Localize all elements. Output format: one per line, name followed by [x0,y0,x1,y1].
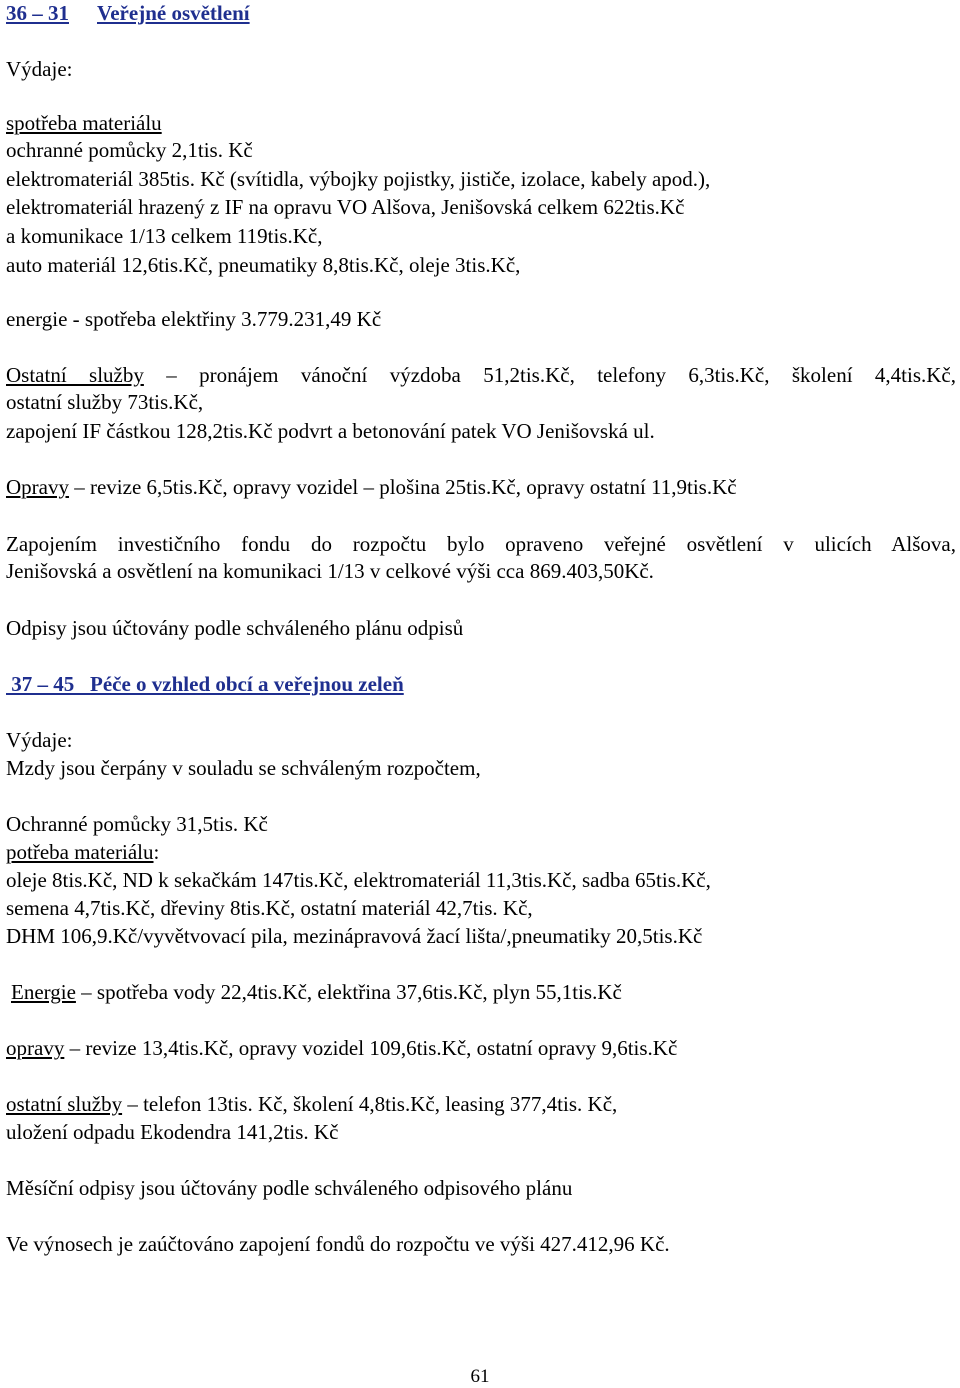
fund-paragraph: Zapojením investičního fondu do rozpočtu bylo opraveno veřejné osvětlení v ulicích Alšova, [6,532,956,556]
repairs-line: opravy – revize 13,4tis.Kč, opravy vozidel 109,6tis.Kč, ostatní opravy 9,6tis.Kč [6,1036,678,1060]
material-line: semena 4,7tis.Kč, dřeviny 8tis.Kč, ostatní materiál 42,7tis. Kč, [6,896,533,920]
material-line: elektromateriál 385tis. Kč (svítidla, výbojky pojistky, jističe, izolace, kabely apod.), [6,167,711,191]
energy-line: energie - spotřeba elektřiny 3.779.231,49 Kč [6,307,382,331]
material-line: DHM 106,9.Kč/vyvětvovací pila, mezinápravová žací lišta/,pneumatiky 20,5tis.Kč [6,924,703,948]
section-heading-street-lighting [6,0,250,26]
wages-line: Mzdy jsou čerpány v souladu se schváleným rozpočtem, [6,756,481,780]
material-line: a komunikace 1/13 celkem 119tis.Kč, [6,224,323,248]
services-line: ostatní služby – telefon 13tis. Kč, školení 4,8tis.Kč, leasing 377,4tis. Kč, [6,1092,618,1116]
repairs-label: Opravy [6,475,69,499]
protective-line: Ochranné pomůcky 31,5tis. Kč [6,812,268,836]
fund-paragraph: Jenišovská a osvětlení na komunikaci 1/13 v celkové výši cca 869.403,50Kč. [6,559,654,583]
material-label: spotřeba materiálu [6,111,162,135]
material-line: elektromateriál hrazený z IF na opravu VO Alšova, Jenišovská celkem 622tis.Kč [6,195,685,219]
repairs-label: opravy [6,1036,65,1060]
depreciation-note: Odpisy jsou účtovány podle schváleného plánu odpisů [6,616,464,640]
energy-label: Energie [11,980,76,1004]
energy-line: Energie – spotřeba vody 22,4tis.Kč, elektřina 37,6tis.Kč, plyn 55,1tis.Kč [11,980,622,1004]
services-line: Ostatní služby – pronájem vánoční výzdoba 51,2tis.Kč, telefony 6,3tis.Kč, školení 4,4tis.Kč, [6,363,957,387]
page-number: 61 [470,1366,490,1387]
material-heading: potřeba materiálu: [6,840,160,864]
repairs-line: Opravy – revize 6,5tis.Kč, opravy vozidel – plošina 25tis.Kč, opravy ostatní 11,9tis.Kč [6,475,737,499]
section-heading-greenery: 37 – 45 Péče o vzhled obcí a veřejnou zeleň [6,672,404,696]
services-line: uložení odpadu Ekodendra 141,2tis. Kč [6,1120,339,1144]
services-label: Ostatní služby [6,363,144,387]
services-line: ostatní služby 73tis.Kč, [6,390,204,414]
expenses-label: Výdaje: [6,728,73,752]
section-number: 36 – 31 [6,1,69,25]
expenses-label: Výdaje: [6,57,73,81]
material-line: oleje 8tis.Kč, ND k sekačkám 147tis.Kč, elektromateriál 11,3tis.Kč, sadba 65tis.Kč, [6,868,711,892]
services-line: zapojení IF částkou 128,2tis.Kč podvrt a betonování patek VO Jenišovská ul. [6,419,655,443]
material-line: auto materiál 12,6tis.Kč, pneumatiky 8,8tis.Kč, oleje 3tis.Kč, [6,253,521,277]
material-line: ochranné pomůcky 2,1tis. Kč [6,138,253,162]
material-label: potřeba materiálu [6,840,154,864]
depreciation-note: Měsíční odpisy jsou účtovány podle schváleného odpisového plánu [6,1176,573,1200]
section-title: Veřejné osvětlení [97,1,250,25]
services-label: ostatní služby [6,1092,123,1116]
revenue-note: Ve výnosech je zaúčtováno zapojení fondů do rozpočtu ve výši 427.412,96 Kč. [6,1232,670,1256]
